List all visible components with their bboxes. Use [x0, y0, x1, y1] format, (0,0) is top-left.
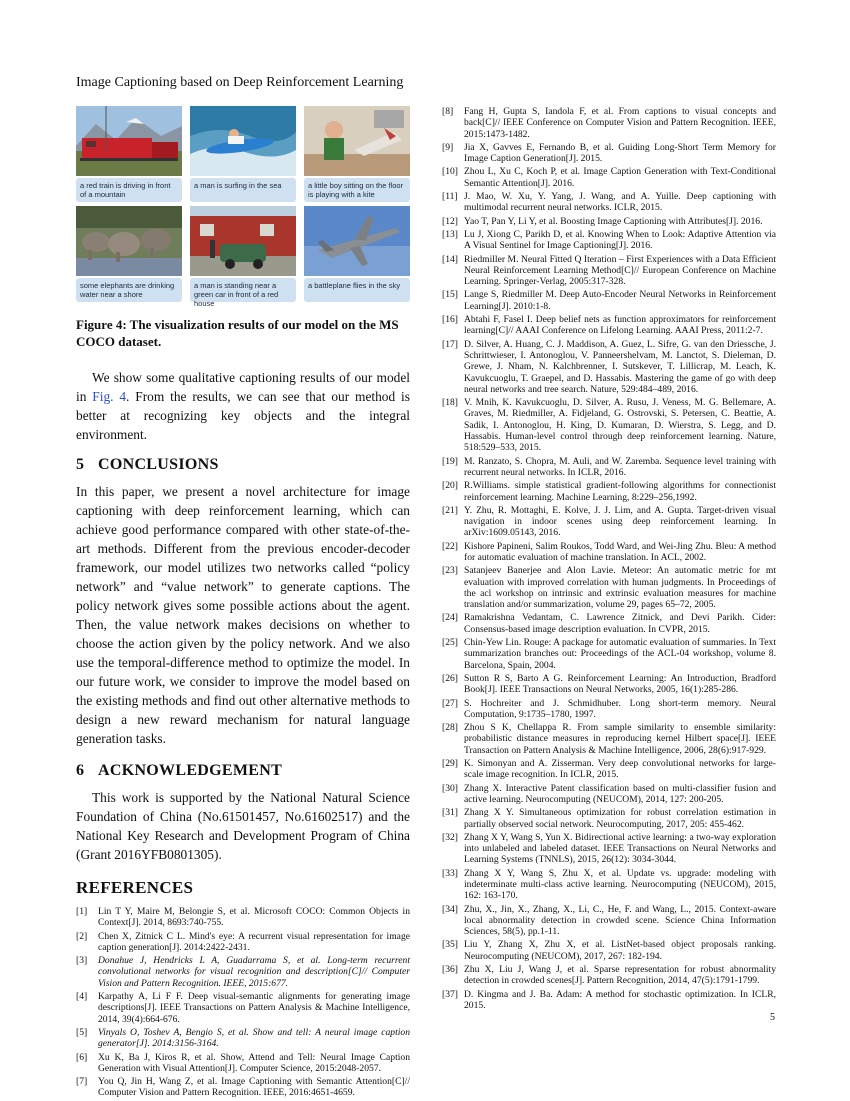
reference-text: Zhou L, Xu C, Koch P, et al. Image Caption Generation with Text-Conditional Semantic Attention[J]. 2016.	[464, 166, 776, 189]
reference-item	[442, 722, 776, 756]
reference-item	[442, 832, 776, 866]
reference-number: [26]	[442, 672, 458, 684]
reference-item	[442, 904, 776, 938]
reference-item	[76, 955, 410, 989]
reference-number: [35]	[442, 939, 458, 951]
figure-caption-box: a man is surfing in the sea	[190, 178, 296, 202]
running-head: Image Captioning based on Deep Reinforcement Learning	[76, 75, 404, 90]
reference-number: [29]	[442, 758, 458, 770]
reference-text: Chen X, Zitnick C L. Mind's eye: A recurrent visual representation for image caption generation[J]. 2014:2422-2431.	[98, 930, 410, 953]
reference-item	[442, 166, 776, 189]
reference-text: Zhu X, Liu J, Wang J, et al. Sparse representation for robust abnormality detection in crowded scenes[J]. Pattern Recognition, 2014, 47(5):1791-1799.	[464, 964, 776, 987]
reference-item	[442, 698, 776, 721]
reference-number: [5]	[76, 1026, 88, 1038]
reference-text: V. Mnih, K. Kavukcuoglu, D. Silver, A. Rusu, J. Veness, M. G. Bellemare, A. Graves, M. Riedmiller, A. Fidjeland, G. Ostrovski, S. Petersen, C. Beattie, A. Sadik, I. Antonoglou, H. King, D. Kumaran, D. Wierstra, S. Legg, and D. Hassabis. Human-level control through deep reinforcement learning. Nature, 518:529–533, 2015.	[464, 397, 776, 454]
references-list-left	[76, 906, 410, 1099]
reference-number: [6]	[76, 1051, 88, 1063]
section-title: CONCLUSIONS	[98, 456, 219, 473]
reference-number: [17]	[442, 338, 458, 350]
reference-number: [14]	[442, 253, 458, 265]
conclusions-text: In this paper, we present a novel architecture for image captioning with deep reinforcement learning, which can achieve good performance compared with other state-of-the-art methods. Different from the previous encoder-decoder framework, our model utilizes two networks called “policy network” and “value network” to generate captions. The policy network gives some possible actions about the agent. Then, the value network makes decisions on whether to choose the action given by the policy network. And we also use the temporal-difference method to optimize the model. In our future work, we consider to improve the model based on the existing methods and find out other alternative methods to design a new reward mechanism for natural language generation tasks.	[76, 484, 410, 746]
figure-caption-box: a little boy sitting on the floor is playing with a kite	[304, 178, 410, 202]
reference-number: [9]	[442, 141, 454, 153]
acknowledgement-text: This work is supported by the National Natural Science Foundation of China (No.61501457, No.61602517) and the National Key Research and Development Program of China (Grant 2016YFB0801305).	[76, 790, 410, 862]
reference-text: Lu J, Xiong C, Parikh D, et al. Knowing When to Look: Adaptive Attention via A Visual Sentinel for Image Captioning[J]. 2016.	[464, 228, 776, 252]
reference-number: [27]	[442, 697, 458, 709]
reference-item	[442, 397, 776, 453]
results-text-end: . From the results, we can see that our method is better at recognizing key objects and the integral environment.	[76, 389, 410, 442]
reference-text: R.Williams. simple statistical gradient-following algorithms for connectionist reinforcement learning. Machine Learning, 8:229–256,1992.	[464, 480, 776, 503]
reference-number: [15]	[442, 289, 458, 301]
left-column	[76, 106, 410, 1101]
reference-item	[442, 783, 776, 806]
reference-number: [1]	[76, 906, 88, 917]
reference-number: [24]	[442, 612, 458, 624]
reference-number: [2]	[76, 930, 88, 942]
reference-text: Fang H, Gupta S, Iandola F, et al. From captions to visual concepts and back[C]// IEEE Conference on Computer Vision and Pattern Recognition. IEEE, 2015:1473-1482.	[464, 106, 776, 140]
reference-text: Zhang X Y, Wang S, Yun X. Bidirectional active learning: a two-way exploration into unlabeled and labeled dataset. IEEE Transactions on Neural Networks and Learning Systems (TNNLS), 2015, 26(12): 3034-3044.	[464, 831, 776, 866]
reference-number: [31]	[442, 807, 458, 819]
reference-text: S. Hochreiter and J. Schmidhuber. Long short-term memory. Neural Computation, 9:1735–1780, 1997.	[464, 697, 776, 720]
reference-item	[442, 289, 776, 312]
reference-number: [19]	[442, 455, 458, 467]
photo-train	[76, 106, 182, 176]
reference-item	[442, 106, 776, 140]
references-list-right	[442, 106, 776, 1011]
reference-number: [3]	[76, 955, 88, 967]
reference-item	[442, 191, 776, 214]
section-number: 5	[76, 456, 85, 473]
reference-number: [34]	[442, 903, 458, 915]
figure-cell-train	[76, 106, 182, 202]
right-column	[442, 106, 776, 1013]
reference-number: [33]	[442, 867, 458, 879]
reference-number: [10]	[442, 166, 458, 178]
reference-number: [4]	[76, 991, 88, 1003]
reference-number: [11]	[442, 191, 458, 203]
figure-caption-box: some elephants are drinking water near a shore	[76, 278, 182, 302]
reference-text: Karpathy A, Li F F. Deep visual-semantic alignments for generating image descriptions[J]. IEEE Transactions on Pattern Analysis & Machine Intelligence, 2014, 39(4):664-676.	[98, 991, 410, 1025]
page-number: 5	[770, 1012, 775, 1023]
reference-item	[76, 1027, 410, 1050]
reference-text: You Q, Jin H, Wang Z, et al. Image Captioning with Semantic Attention[C]// Computer Vision and Pattern Recognition. IEEE, 2016:4651-4659.	[98, 1076, 410, 1099]
reference-item	[442, 673, 776, 696]
reference-text: D. Kingma and J. Ba. Adam: A method for stochastic optimization. In ICLR, 2015.	[464, 988, 776, 1011]
reference-number: [13]	[442, 228, 458, 240]
reference-number: [7]	[76, 1076, 88, 1088]
reference-item	[442, 989, 776, 1012]
reference-item	[442, 807, 776, 830]
photo-boy-kite	[304, 106, 410, 176]
reference-item	[442, 339, 776, 395]
reference-item	[442, 868, 776, 902]
reference-text: K. Simonyan and A. Zisserman. Very deep convolutional networks for large-scale image recognition. In ICLR, 2015.	[464, 758, 776, 781]
reference-item	[76, 1076, 410, 1099]
reference-item	[442, 505, 776, 539]
reference-item	[442, 758, 776, 781]
reference-number: [32]	[442, 831, 458, 843]
reference-number: [12]	[442, 215, 458, 227]
reference-text: Y. Zhu, R. Mottaghi, E. Kolve, J. J. Lim, and A. Gupta. Target-driven visual navigation in indoor scenes using deep reinforcement learning. In arXiv:1609.05143, 2016.	[464, 504, 776, 539]
reference-number: [16]	[442, 314, 458, 326]
figure-caption-box: a red train is driving in front of a mountain	[76, 178, 182, 202]
reference-number: [20]	[442, 480, 458, 492]
reference-item	[76, 1052, 410, 1075]
reference-number: [8]	[442, 106, 454, 117]
reference-item	[76, 931, 410, 954]
figure-caption-box: a battleplane flies in the sky	[304, 278, 410, 302]
results-text-start: We show some qualitative captioning results of our model in	[76, 370, 410, 404]
figure-caption-box: a man is standing near a green car in front of a red house	[190, 278, 296, 302]
reference-number: [36]	[442, 964, 458, 976]
reference-text: Xu K, Ba J, Kiros R, et al. Show, Attend and Tell: Neural Image Caption Generation with Visual Attention[J]. Computer Science, 2015:2048-2057.	[98, 1051, 410, 1074]
figure-cell-elephants	[76, 206, 182, 302]
reference-text: Liu Y, Zhang X, Zhu X, et al. ListNet-based object proposals ranking. Neurocomputing (NEUCOM), 2017, 267: 182-194.	[464, 939, 776, 962]
reference-number: [21]	[442, 504, 458, 516]
references-heading: REFERENCES	[76, 878, 194, 897]
reference-item	[442, 229, 776, 252]
reference-number: [22]	[442, 540, 458, 552]
reference-text: Chin-Yew Lin. Rouge: A package for automatic evaluation of summaries. In Text summarization branches out: Proceedings of the ACL-04 workshop, volume 8. Barcelona, Spain, 2004.	[464, 637, 776, 671]
reference-number: [18]	[442, 397, 458, 409]
reference-item	[442, 565, 776, 610]
reference-item	[442, 964, 776, 987]
reference-item	[442, 254, 776, 288]
figure-cell-green-car	[190, 206, 296, 308]
figure-cell-boy-kite	[304, 106, 410, 202]
reference-number: [28]	[442, 722, 458, 734]
reference-item	[442, 637, 776, 671]
photo-elephants	[76, 206, 182, 276]
reference-item	[76, 991, 410, 1025]
reference-text: J. Mao, W. Xu, Y. Yang, J. Wang, and A. Yuille. Deep captioning with multimodal recurrent neural networks. ICLR, 2015.	[464, 191, 776, 214]
figure-cell-surfer	[190, 106, 296, 202]
reference-number: [23]	[442, 565, 458, 577]
figure-4	[76, 106, 410, 308]
reference-text: Jia X, Gavves E, Fernando B, et al. Guiding Long-Short Term Memory for Image Caption Generation[J]. 2015.	[464, 141, 776, 165]
reference-text: Zhang X. Interactive Patent classification based on multi-classifier fusion and active learning. Neurocomputing (NEUCOM), 2014, 127: 200-205.	[464, 782, 776, 805]
reference-text: M. Ranzato, S. Chopra, M. Auli, and W. Zaremba. Sequence level training with recurrent neural networks. In ICLR, 2016.	[464, 455, 776, 478]
reference-number: [25]	[442, 637, 458, 649]
reference-text: Abtahi F, Fasel I. Deep belief nets as function approximators for reinforcement learning[C]// AAAI Conference on Lifelong Learning. AAAI Press, 2011:2-7.	[464, 314, 776, 337]
reference-item	[442, 612, 776, 635]
reference-text: Zhang X Y. Simultaneous optimization for robust correlation estimation in partially observed social network. Neurocomputing, 2017, 205: 455-462.	[464, 807, 776, 830]
figure-cell-battleplane	[304, 206, 410, 302]
reference-text: Kishore Papineni, Salim Roukos, Todd Ward, and Wei-Jing Zhu. Bleu: A method for automatic evaluation of machine translation. In ACL, 2002.	[464, 540, 776, 563]
section-number: 6	[76, 762, 85, 779]
photo-surfer	[190, 106, 296, 176]
reference-text: Zhang X Y, Wang S, Zhu X, et al. Update vs. upgrade: modeling with indeterminate multi-class active learning. Neurocomputing (NEUCOM), 2015, 162: 163-170.	[464, 867, 776, 902]
reference-text: Ramakrishna Vedantam, C. Lawrence Zitnick, and Devi Parikh. Cider: Consensus-based image description evaluation. In CVPR, 2015.	[464, 612, 776, 635]
reference-text: Lin T Y, Maire M, Belongie S, et al. Microsoft COCO: Common Objects in Context[J]. 2014, 8693:740-755.	[98, 906, 410, 929]
reference-item	[442, 142, 776, 165]
reference-item	[442, 216, 776, 227]
reference-item	[442, 314, 776, 337]
reference-item	[442, 541, 776, 564]
reference-text: Riedmiller M. Neural Fitted Q Iteration – First Experiences with a Data Efficient Neural Reinforcement Learning Method[C]// European Conference on Machine Learning. Springer-Verlag, 2005:317-328.	[464, 253, 776, 288]
reference-number: [30]	[442, 782, 458, 794]
figure-caption: Figure 4: The visualization results of our model on the MS COCO dataset.	[76, 317, 399, 349]
reference-text: Donahue J, Hendricks L A, Guadarrama S, et al. Long-term recurrent convolutional networks for visual recognition and description[C]// Computer Vision and Pattern Recognition. IEEE, 2015:677.	[98, 955, 410, 989]
reference-text: Lange S, Riedmiller M. Deep Auto-Encoder Neural Networks in Reinforcement Learning[J]. 2010:1-8.	[464, 289, 776, 312]
figure-link[interactable]: Fig. 4	[92, 389, 127, 404]
reference-text: Zhou S K, Chellappa R. From sample similarity to ensemble similarity: probabilistic distance measures in reproducing kernel Hilbert space[J]. IEEE Transaction on Pattern Analysis & Machine Intelligence, 2006, 28(6):917-929.	[464, 722, 776, 756]
reference-item	[442, 939, 776, 962]
conclusions-heading	[76, 456, 410, 474]
reference-text: Sutton R S, Barto A G. Reinforcement Learning: An Introduction, Bradford Book[J]. IEEE Transactions on Neural Networks, 2005, 16(1):285-286.	[464, 672, 776, 696]
photo-battleplane	[304, 206, 410, 276]
reference-text: Yao T, Pan Y, Li Y, et al. Boosting Image Captioning with Attributes[J]. 2016.	[464, 215, 763, 227]
reference-item	[442, 456, 776, 479]
section-title: ACKNOWLEDGEMENT	[98, 762, 283, 779]
reference-text: Zhu, X., Jin, X., Zhang, X., Li, C., He, F. and Wang, L., 2015. Context-aware local abnormality detection in crowded scene. Science China Information Sciences, 58(5), pp.1-11.	[464, 903, 776, 938]
results-paragraph	[76, 368, 410, 444]
reference-text: D. Silver, A. Huang, C. J. Maddison, A. Guez, L. Sifre, G. van den Driessche, J. Schrittwieser, I. Antonoglou, V. Panneershelvam, M. Lanctot, S. Dieleman, D. Grewe, J. Nham, N. Kalchbrenner, I. Sutskever, T. Lillicrap, M. Leach, K. Kavukcuoglu, T. Graepel, and D. Hassabis. Mastering the game of go with deep neural networks and tree search. Nature, 529:484–489, 2016.	[464, 338, 776, 395]
reference-number: [37]	[442, 988, 458, 1000]
reference-item	[442, 480, 776, 503]
reference-text: Satanjeev Banerjee and Alon Lavie. Meteor: An automatic metric for mt evaluation with improved correlation with human judgments. In Proceedings of the acl workshop on intrinsic and extrinsic evaluation measures for machine translation and/or summarization, volume 29, pages 65–72, 2005.	[464, 565, 776, 611]
reference-text: Vinyals O, Toshev A, Bengio S, et al. Show and tell: A neural image caption generator[J]. 2014:3156-3164.	[98, 1026, 410, 1050]
photo-green-car	[190, 206, 296, 276]
acknowledgement-heading	[76, 762, 410, 780]
reference-item	[76, 906, 410, 929]
